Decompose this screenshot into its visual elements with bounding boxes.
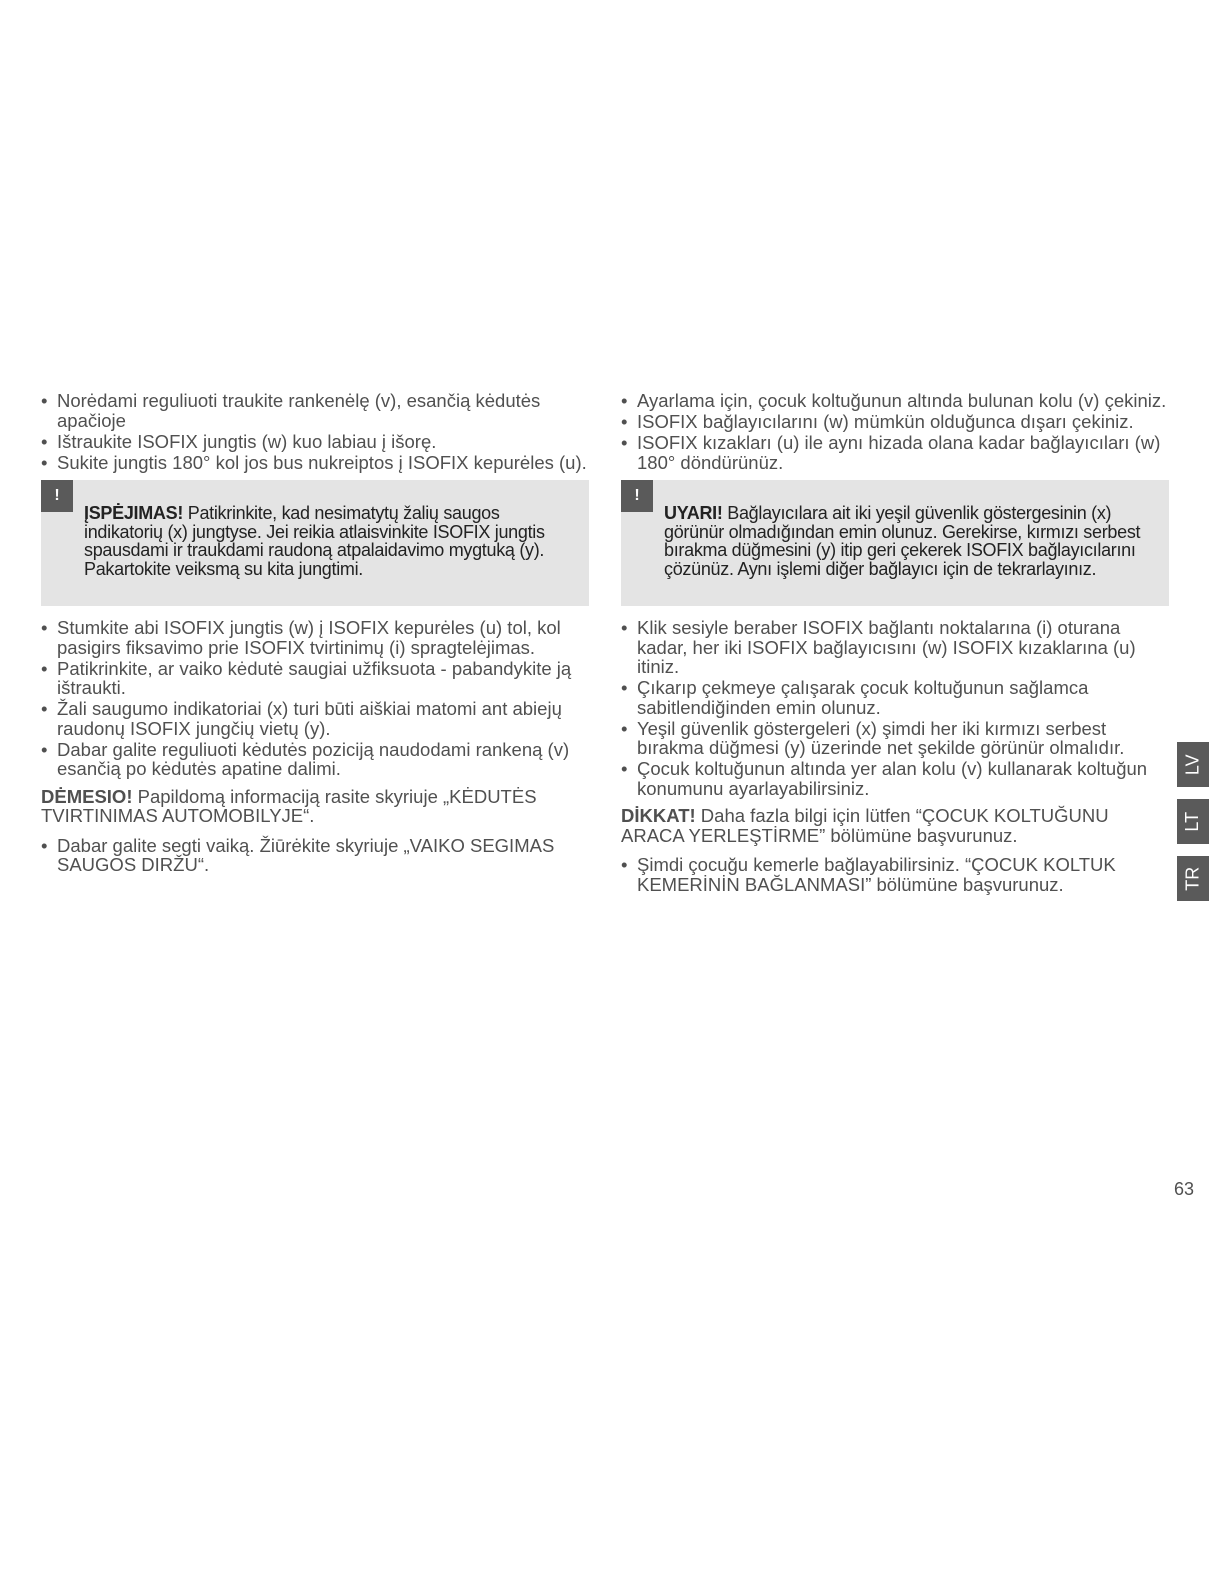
language-tab-tr[interactable] (1177, 856, 1209, 901)
lt-warning-box (41, 480, 589, 606)
language-tab-label: LV (1182, 754, 1203, 775)
list-item: • Stumkite abi ISOFIX jungtis (w) į ISOFIX kepurėles (u) tol, kol pasigirs fiksavimo prie ISOFIX tvirtinimų (i) spragtelėjimas. (41, 618, 589, 657)
lithuanian-column (41, 391, 589, 876)
lt-note-label: DĖMESIO! (41, 785, 133, 807)
language-tab-lv[interactable] (1177, 742, 1209, 787)
list-item: • Çıkarıp çekmeye çalışarak çocuk koltuğunun sağlamca sabitlendiğinden emin olunuz. (621, 678, 1169, 717)
language-tab-label: TR (1182, 866, 1203, 891)
list-item: • ISOFIX kızakları (u) ile aynı hizada olana kadar bağlayıcıları (w) 180° döndürünüz. (621, 433, 1169, 472)
warning-icon: ! (41, 480, 73, 512)
tr-note-label: DİKKAT! (621, 805, 696, 826)
list-item: • ISOFIX bağlayıcılarını (w) mümkün olduğunca dışarı çekiniz. (621, 412, 1169, 432)
tr-warning-text (664, 504, 1145, 578)
list-item: • Şimdi çocuğu kemerle bağlayabilirsiniz. “ÇOCUK KOLTUK KEMERİNİN BAĞLANMASI” bölümüne başvurunuz. (621, 855, 1169, 894)
list-item: • Yeşil güvenlik göstergeleri (x) şimdi her iki kırmızı serbest bırakma düğmesi (y) üzerinde net şekilde görünür olmalıdır. (621, 719, 1169, 758)
list-item: • Klik sesiyle beraber ISOFIX bağlantı noktalarına (i) oturana kadar, her iki ISOFIX bağlayıcısını (w) ISOFIX kızaklarına (u) itiniz. (621, 618, 1169, 677)
lt-steps-list-3 (41, 836, 589, 875)
lt-warning-label: ĮSPĖJIMAS! (84, 503, 184, 523)
list-item: • Çocuk koltuğunun altında yer alan kolu (v) kullanarak koltuğun konumunu ayarlayabilirsiniz. (621, 759, 1169, 798)
lt-warning-text (84, 504, 565, 578)
tr-steps-list-3 (621, 855, 1169, 894)
lt-note (41, 787, 589, 826)
tr-warning-box (621, 480, 1169, 606)
tr-warning-label: UYARI! (664, 503, 723, 523)
tr-steps-list-1 (621, 391, 1169, 472)
list-item: • Ištraukite ISOFIX jungtis (w) kuo labiau į išorę. (41, 432, 589, 452)
tr-note (621, 806, 1169, 845)
list-item: • Dabar galite reguliuoti kėdutės poziciją naudodami rankeną (v) esančią po kėdutės apatine dalimi. (41, 740, 589, 779)
list-item: • Dabar galite segti vaiką. Žiūrėkite skyriuje „VAIKO SEGIMAS SAUGOS DIRŽU“. (41, 836, 589, 875)
list-item: • Norėdami reguliuoti traukite rankenėlę (v), esančią kėdutės apačioje (41, 391, 589, 430)
language-tab-label: LT (1182, 811, 1203, 832)
lt-warning-body: Patikrinkite, kad nesimatytų žalių saugos indikatorių (x) jungtyse. Jei reikia atlaisvinkite ISOFIX jungtis spausdami ir traukdami raudoną atpalaidavimo mygtuką (y). Pakartokite veiksmą su kita jungtimi. (84, 503, 545, 579)
language-tabs (1177, 742, 1209, 913)
page-number: 63 (1174, 1179, 1195, 1199)
lt-steps-list-1 (41, 391, 589, 472)
tr-warning-body: Bağlayıcılara ait iki yeşil güvenlik göstergesinin (x) görünür olmadığından emin olunuz. Gerekirse, kırmızı serbest bırakma düğmesini (y) itip geri çekerek ISOFIX bağlayıcılarını çözünüz. Aynı işlemi diğer bağlayıcı için de tekrarlayınız. (664, 503, 1141, 579)
list-item: • Žali saugumo indikatoriai (x) turi būti aiškiai matomi ant abiejų raudonų ISOFIX jungčių vietų (y). (41, 699, 589, 738)
language-tab-lt[interactable] (1177, 799, 1209, 844)
warning-icon: ! (621, 480, 653, 512)
turkish-column (621, 391, 1169, 896)
list-item: • Patikrinkite, ar vaiko kėdutė saugiai užfiksuota - pabandykite ją ištraukti. (41, 659, 589, 698)
tr-steps-list-2 (621, 618, 1169, 798)
list-item: • Sukite jungtis 180° kol jos bus nukreiptos į ISOFIX kepurėles (u). (41, 453, 589, 473)
list-item: • Ayarlama için, çocuk koltuğunun altında bulunan kolu (v) çekiniz. (621, 391, 1169, 411)
tr-note-body: Daha fazla bilgi için lütfen “ÇOCUK KOLTUĞUNU ARACA YERLEŞTİRME” bölümüne başvurunuz. (621, 805, 1109, 846)
lt-note-body: Papildomą informaciją rasite skyriuje „KĖDUTĖS TVIRTINIMAS AUTOMOBILYJE“. (41, 785, 537, 826)
lt-steps-list-2 (41, 618, 589, 779)
